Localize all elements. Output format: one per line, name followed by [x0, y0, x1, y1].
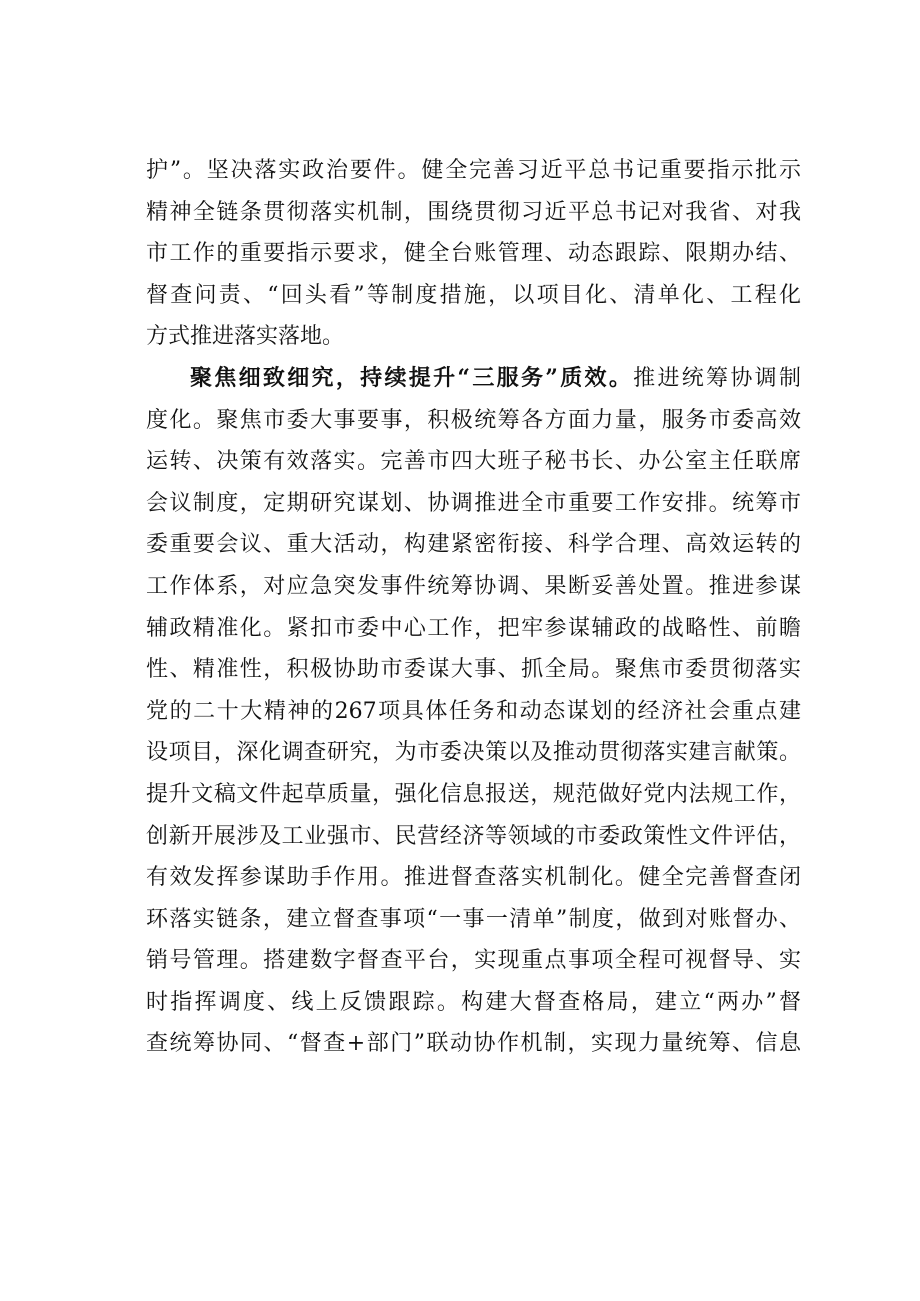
text-line: 辅政精准化。紧扣市委中心工作，把牢参谋辅政的战略性、前瞻 [146, 615, 801, 641]
text-line: 委重要会议、重大活动，构建紧密衔接、科学合理、高效运转的 [146, 532, 801, 558]
text-line: 查统筹协同、“督查+部门”联动协作机制，实现力量统筹、信息 [146, 1031, 801, 1057]
text-line: 销号管理。搭建数字督查平台，实现重点事项全程可视督导、实 [146, 948, 801, 974]
text-line: 护”。坚决落实政治要件。健全完善习近平总书记重要指示批示 [146, 158, 801, 183]
text-line: 提升文稿文件起草质量，强化信息报送，规范做好党内法规工作， [146, 781, 801, 807]
paragraph-first-line [146, 358, 801, 400]
document-body [146, 150, 801, 1065]
text-line: 督查问责、“回头看”等制度措施，以项目化、清单化、工程化 [146, 282, 801, 308]
text-line: 方式推进落实落地。 [146, 324, 345, 350]
paragraph-heading: 聚焦细致细究，持续提升“三服务”质效。 [190, 364, 634, 391]
text-line: 运转、决策有效落实。完善市四大班子秘书长、办公室主任联席 [146, 449, 801, 475]
text-line: 性、精准性，积极协助市委谋大事、抓全局。聚焦市委贯彻落实 [146, 657, 801, 683]
text-line: 有效发挥参谋助手作用。推进督查落实机制化。健全完善督查闭 [146, 865, 801, 891]
text-line: 创新开展涉及工业强市、民营经济等领域的市委政策性文件评估， [146, 823, 801, 849]
text-line: 工作体系，对应急突发事件统筹协调、果断妥善处置。推进参谋 [146, 573, 801, 599]
text-line: 环落实链条，建立督查事项“一事一清单”制度，做到对账督办、 [146, 906, 801, 932]
heading-line-rest: 推进统筹协调制 [633, 365, 801, 391]
text-line: 党的二十大精神的267项具体任务和动态谋划的经济社会重点建 [146, 698, 801, 724]
text-line: 设项目，深化调查研究，为市委决策以及推动贯彻落实建言献策。 [146, 740, 801, 766]
paragraph-2 [146, 358, 801, 1065]
text-line: 度化。聚焦市委大事要事，积极统筹各方面力量，服务市委高效 [146, 407, 801, 433]
text-line: 精神全链条贯彻落实机制，围绕贯彻习近平总书记对我省、对我 [146, 199, 801, 225]
paragraph-1 [146, 150, 801, 358]
text-line: 会议制度，定期研究谋划、协调推进全市重要工作安排。统筹市 [146, 490, 801, 516]
text-line: 市工作的重要指示要求，健全台账管理、动态跟踪、限期办结、 [146, 241, 801, 267]
text-line: 时指挥调度、线上反馈跟踪。构建大督查格局，建立“两办”督 [146, 989, 801, 1015]
